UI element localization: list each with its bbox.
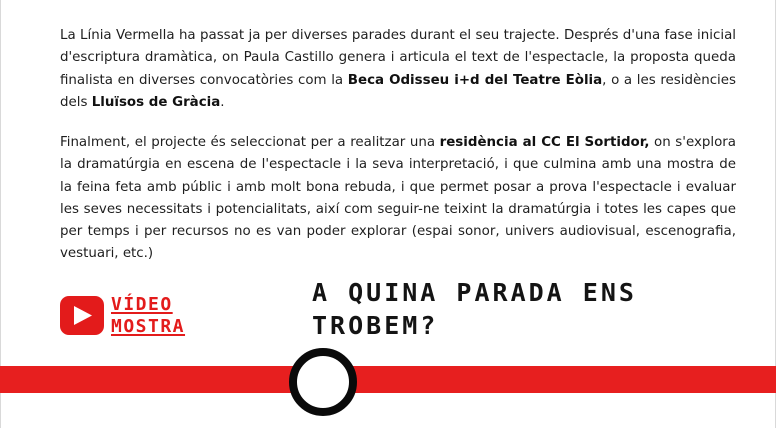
- play-triangle-icon: [74, 306, 92, 325]
- video-mostra-link[interactable]: [60, 294, 220, 338]
- paragraph-text: Finalment, el projecte és seleccionat per a realitzar una: [60, 135, 440, 150]
- metro-red-line: [0, 366, 776, 393]
- intro-paragraph: [60, 25, 736, 114]
- residencia-sortidor-highlight: residència al CC El Sortidor,: [439, 135, 650, 150]
- paragraph-text: , o a les residències dels: [60, 72, 736, 110]
- paragraph-text: La Línia Vermella ha passat ja per diverses parades durant el seu trajecte. Després d'una fase inicial d'escriptura dramàtica, on Paula Castillo genera i articula el text de l'espectacle, la proposta queda finalista en diverses convocatòries com la: [60, 28, 736, 88]
- section-heading-line1: A QUINA PARADA ENS: [312, 278, 637, 307]
- lluisos-gracia-highlight: Lluïsos de Gràcia: [91, 94, 221, 110]
- video-link-label[interactable]: [111, 294, 185, 338]
- paragraph-text: .: [220, 94, 225, 110]
- video-link-label-line2[interactable]: MOSTRA: [111, 316, 186, 337]
- video-link-label-line1[interactable]: VÍDEO: [111, 294, 173, 315]
- section-heading-line2: TROBEM?: [312, 311, 439, 340]
- metro-stop-marker: [289, 348, 357, 416]
- beca-odisseu-highlight: Beca Odisseu i+d del Teatre Eòlia: [347, 72, 603, 88]
- residency-paragraph: [60, 132, 736, 266]
- youtube-play-icon[interactable]: [60, 296, 104, 335]
- paragraph-text: on s'explora la dramatúrgia en escena de l'espectacle i la seva interpretació, i que culmina amb una mostra de la feina feta amb públic i amb molt bona rebuda, i que permet posar a prova l'espectacle i evaluar les seves necessitats i potencialitats, així com seguir-ne teixint la dramatúrgia i totes les capes que per temps i per recursos no es van poder explorar (espai sonor, univers audiovisual, escenografia, vestuari, etc.): [60, 135, 737, 262]
- section-heading: [312, 276, 752, 342]
- page-edge-left: [0, 0, 1, 428]
